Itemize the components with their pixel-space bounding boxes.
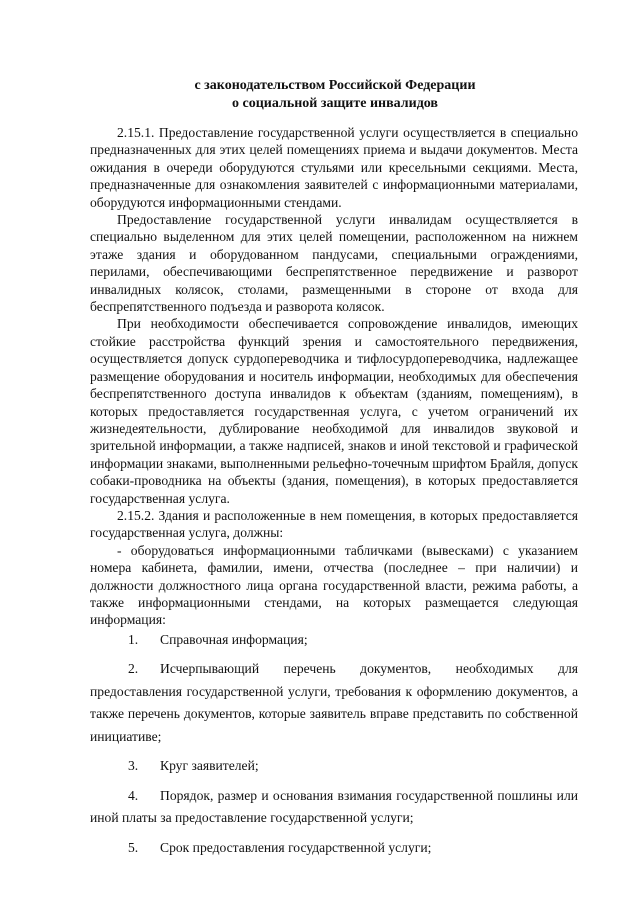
- list-item: [90, 785, 578, 830]
- title-line-1: с законодательством Российской Федерации: [194, 78, 476, 93]
- list-item: [90, 629, 578, 652]
- list-item: [90, 837, 578, 860]
- list-item: [90, 755, 578, 778]
- list-item-text: Срок предоставления государственной услуги;: [160, 839, 432, 855]
- list-item-number: 3.: [128, 758, 139, 774]
- paragraph: - оборудоваться информационными табличками (вывесками) с указанием номера кабинета, фамилии, имени, отчества (последнее – при наличии) и должности должностного лица органа государственной власти, режима работы, а также информационными стендами, на которых размещается следующая информация:: [90, 542, 578, 628]
- list-item-text: Исчерпывающий перечень документов, необходимых для предоставления государственной услуги, требования к оформлению документов, а также перечень документов, которые заявитель вправе представить по собственной инициативе;: [90, 661, 578, 744]
- list-item-number: 2.: [128, 661, 139, 677]
- list-item-number: 5.: [128, 839, 139, 855]
- document-title: [80, 77, 590, 113]
- paragraph: 2.15.2. Здания и расположенные в нем помещения, в которых предоставляется государственная услуга, должны:: [90, 507, 578, 541]
- paragraph: Предоставление государственной услуги инвалидам осуществляется в специально выделенном для этих целей помещении, расположенном на нижнем этаже здания и оборудованном пандусами, специальными ограждениями, перилами, обеспечивающими беспрепятственное передвижение и разворот инвалидных колясок, столами, размещенными в стороне от входа для беспрепятственного подъезда и разворота колясок.: [90, 212, 578, 315]
- list-item-number: 4.: [128, 787, 139, 803]
- paragraph: При необходимости обеспечивается сопровождение инвалидов, имеющих стойкие расстройства функций зрения и самостоятельного передвижения, осуществляется допуск сурдопереводчика и тифлосурдопереводчика, надлежащее размещение оборудования и носитель информации, необходимых для обеспечения беспрепятственного доступа инвалидов к объектам (зданиям, помещениям), в которых предоставляется государственная услуга, с учетом ограничений их жизнедеятельности, дублирование необходимой для инвалидов звуковой и зрительной информации, а также надписей, знаков и иной текстовой и графической информации знаками, выполненными рельефно-точечным шрифтом Брайля, допуск собаки-проводника на объекты (здания, помещения), в которых предоставляется государственная услуга.: [90, 316, 579, 506]
- list-item-text: Круг заявителей;: [160, 758, 259, 774]
- list-item-text: Справочная информация;: [160, 631, 308, 647]
- list-item-text: Порядок, размер и основания взимания государственной пошлины или иной платы за предоставление государственной услуги;: [90, 787, 578, 826]
- document-body: [90, 124, 578, 866]
- paragraph: 2.15.1. Предоставление государственной услуги осуществляется в специально предназначенных для этих целей помещениях приема и выдачи документов. Места ожидания в очереди оборудуются стульями или кресельными секциями. Места, предназначенные для ознакомления заявителей с информационными материалами, оборудуются информационными стендами.: [90, 125, 578, 210]
- list-item: [90, 658, 578, 748]
- title-line-2: о социальной защите инвалидов: [232, 96, 438, 111]
- list-item-number: 1.: [128, 631, 139, 647]
